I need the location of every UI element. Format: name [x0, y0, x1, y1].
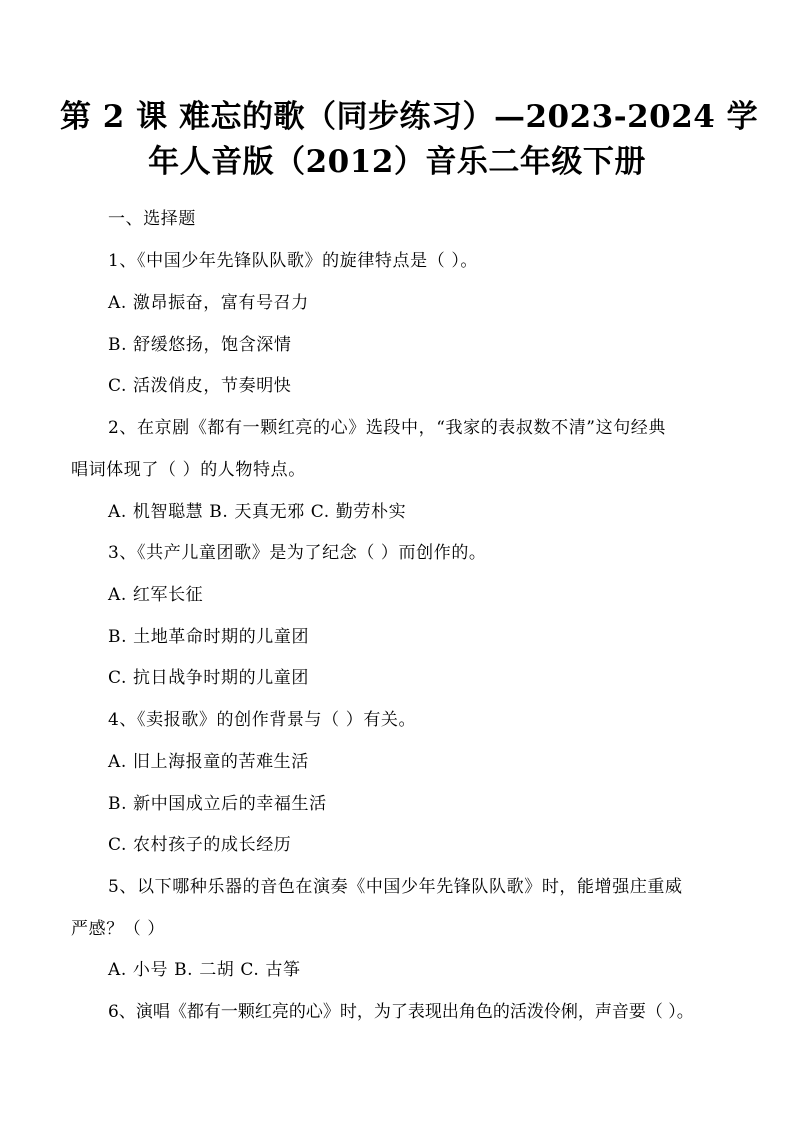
- question-5-line-2: 严感？（ ）: [71, 919, 166, 939]
- question-1-option-b: B. 舒缓悠扬，饱含深情: [108, 335, 292, 355]
- question-4: 4、《卖报歌》的创作背景与（ ）有关。: [108, 710, 417, 730]
- question-2-line-1: 2、在京剧《都有一颗红亮的心》选段中，“我家的表叔数不清”这句经典: [108, 418, 666, 438]
- question-4-option-c: C. 农村孩子的成长经历: [108, 835, 292, 855]
- question-2-options: A. 机智聪慧 B. 天真无邪 C. 勤劳朴实: [108, 502, 407, 522]
- question-1-option-a: A. 激昂振奋，富有号召力: [108, 293, 309, 313]
- question-2-line-2: 唱词体现了（ ）的人物特点。: [71, 460, 306, 480]
- question-3-option-b: B. 土地革命时期的儿童团: [108, 627, 310, 647]
- section-heading: 一、选择题: [108, 209, 196, 229]
- question-4-option-b: B. 新中国成立后的幸福生活: [108, 794, 327, 814]
- question-5-line-1: 5、以下哪种乐器的音色在演奏《中国少年先锋队队歌》时，能增强庄重威: [108, 877, 683, 897]
- question-4-option-a: A. 旧上海报童的苦难生活: [108, 752, 309, 772]
- question-3-option-a: A. 红军长征: [108, 585, 204, 605]
- question-3: 3、《共产儿童团歌》是为了纪念（ ）而创作的。: [108, 543, 487, 563]
- question-6: 6、演唱《都有一颗红亮的心》时，为了表现出角色的活泼伶俐，声音要（ ）。: [108, 1002, 694, 1022]
- document-title-line-2: 年人音版（2012）音乐二年级下册: [148, 144, 646, 180]
- question-3-option-c: C. 抗日战争时期的儿童团: [108, 668, 310, 688]
- document-title-line-1: 第 2 课 难忘的歌（同步练习）—2023-2024 学: [60, 99, 759, 135]
- question-1-option-c: C. 活泼俏皮，节奏明快: [108, 376, 292, 396]
- question-1: 1、《中国少年先锋队队歌》的旋律特点是（ ）。: [108, 251, 479, 271]
- question-5-options: A. 小号 B. 二胡 C. 古筝: [108, 960, 301, 980]
